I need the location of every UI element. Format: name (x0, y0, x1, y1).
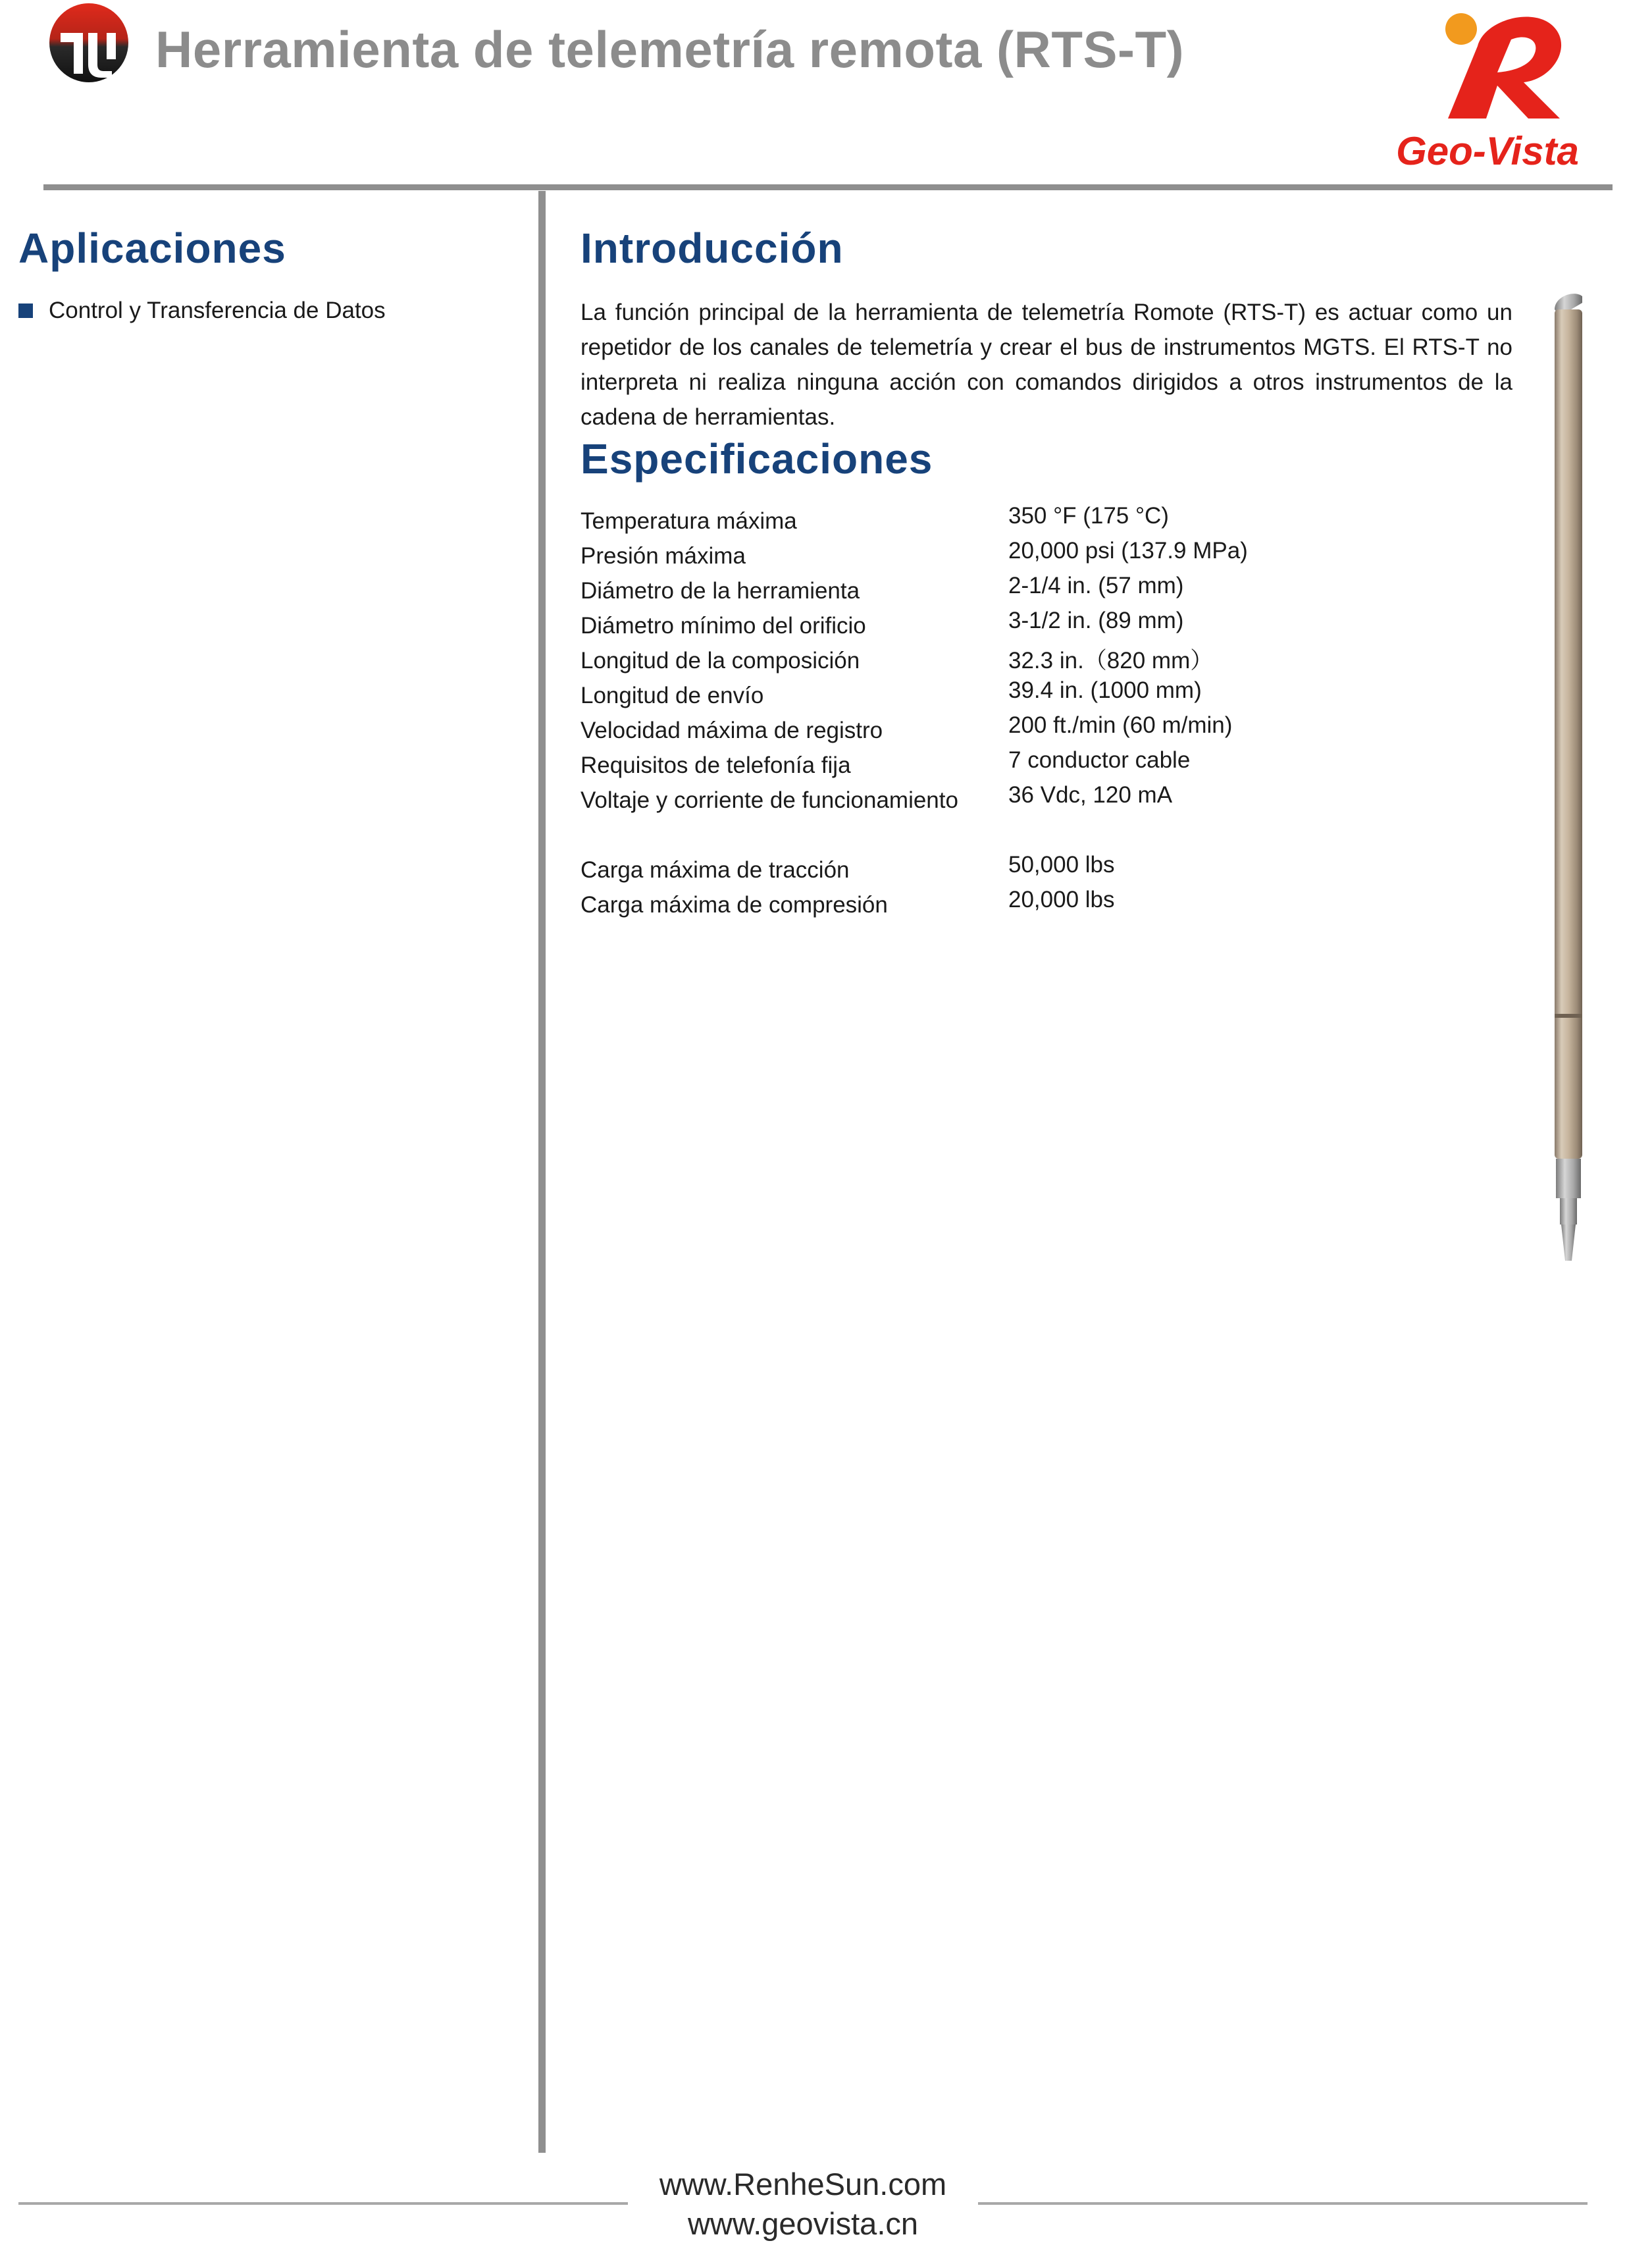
spec-label: Carga máxima de tracción (581, 857, 850, 883)
spec-label: Voltaje y corriente de funcionamiento (581, 787, 958, 813)
spec-value: 20,000 psi (137.9 MPa) (1008, 538, 1248, 564)
rts-t-tool-image (1540, 290, 1614, 1277)
renhesun-logo-icon (46, 1, 132, 84)
spec-value: 20,000 lbs (1008, 887, 1115, 912)
footer-divider-left (18, 2202, 628, 2205)
geo-vista-logo-icon (1356, 0, 1619, 171)
column-divider (538, 191, 546, 2153)
footer-divider-right (978, 2202, 1588, 2205)
introduction-body: La función principal de la herramienta de telemetría Romote (RTS-T) es actuar como un repetidor de los canales de telemetría y crear el bus de instrumentos MGTS. El RTS-T no interpreta ni realiza ninguna acción con comandos dirigidos a otros instrumentos de la cadena de herramientas. (581, 300, 1512, 430)
spec-value: 7 conductor cable (1008, 747, 1191, 773)
spec-label: Velocidad máxima de registro (581, 718, 883, 743)
spec-value: 3-1/2 in. (89 mm) (1008, 608, 1184, 633)
spec-label: Diámetro de la herramienta (581, 578, 860, 604)
square-bullet-icon (18, 303, 33, 318)
spec-value: 32.3 in.（820 mm） (1008, 648, 1214, 673)
footer-website-link[interactable]: www.RenheSun.com (659, 2167, 947, 2202)
spec-value: 39.4 in. (1000 mm) (1008, 677, 1202, 703)
application-list-item (18, 298, 386, 324)
footer-website-link[interactable]: www.geovista.cn (687, 2206, 919, 2241)
application-item-label: Control y Transferencia de Datos (49, 298, 386, 323)
document-title: Herramienta de telemetría remota (RTS-T) (155, 20, 1185, 78)
spec-label: Diámetro mínimo del orificio (581, 613, 866, 639)
spec-label: Longitud de la composición (581, 648, 860, 673)
header-divider (43, 184, 1613, 190)
spec-value: 200 ft./min (60 m/min) (1008, 712, 1233, 738)
spec-value: 50,000 lbs (1008, 852, 1115, 878)
applications-heading: Aplicaciones (18, 224, 286, 272)
spec-value: 350 °F (175 °C) (1008, 503, 1169, 529)
spec-value: 36 Vdc, 120 mA (1008, 782, 1173, 808)
spec-label: Temperatura máxima (581, 508, 797, 534)
introduction-heading: Introducción (581, 224, 844, 272)
spec-value: 2-1/4 in. (57 mm) (1008, 573, 1184, 598)
spec-label: Presión máxima (581, 543, 746, 569)
spec-label: Requisitos de telefonía fija (581, 752, 851, 778)
spec-label: Carga máxima de compresión (581, 892, 888, 918)
spec-label: Longitud de envío (581, 683, 764, 708)
brand-name: Geo-Vista (1396, 129, 1579, 171)
specifications-heading: Especificaciones (581, 435, 933, 483)
